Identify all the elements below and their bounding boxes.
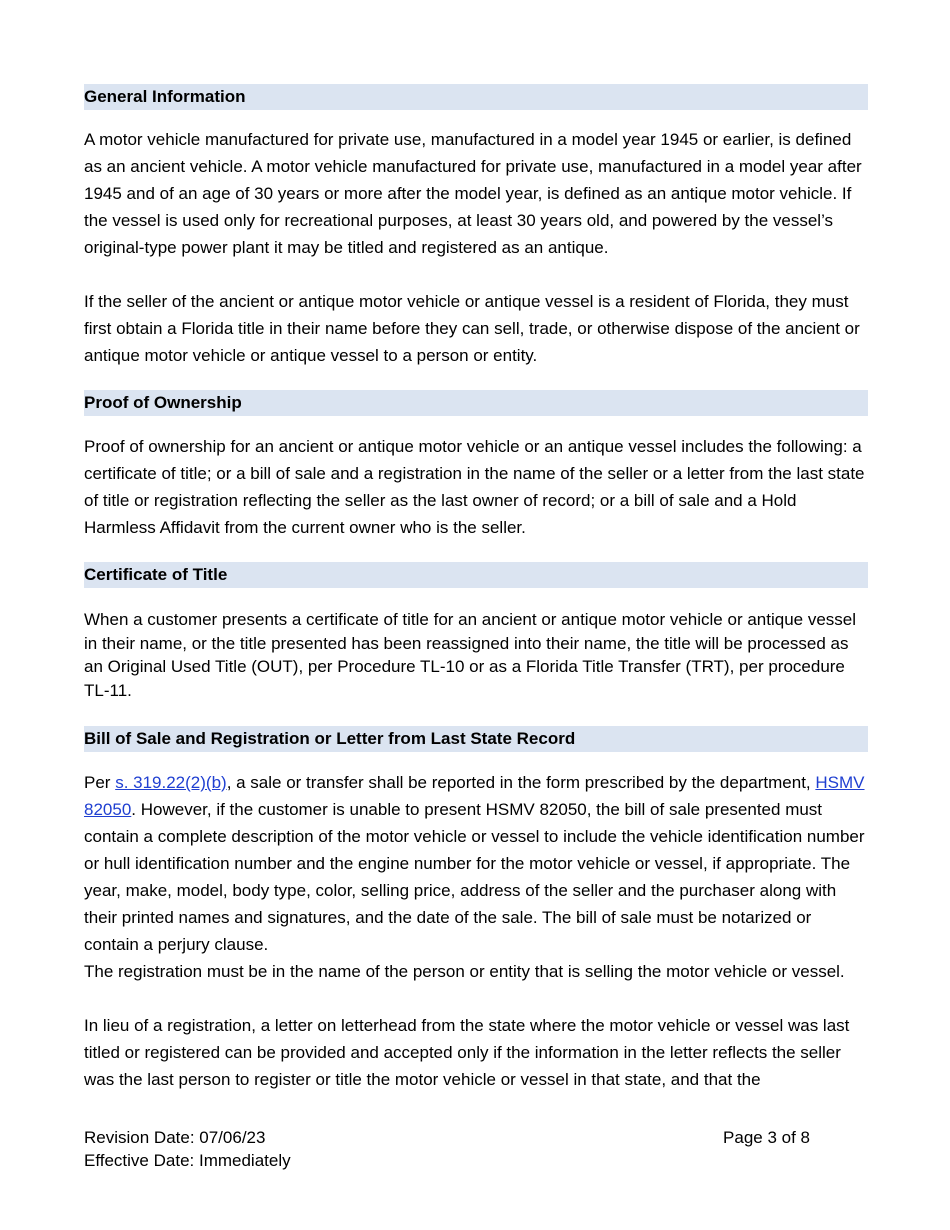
revision-date: Revision Date: 07/06/23: [84, 1128, 266, 1147]
bill-p1-prefix: Per: [84, 773, 116, 792]
bill-paragraph-3: In lieu of a registration, a letter on letterhead from the state where the motor vehicle or vessel was last titled or registered can be provided and accepted only if the information in the letter reflects the seller was the last person to register or title the motor vehicle or vessel in that state, and that the: [84, 1016, 850, 1089]
page-number: Page 3 of 8: [723, 1128, 810, 1147]
general-paragraph-2: If the seller of the ancient or antique motor vehicle or antique vessel is a resident of Florida, they must first obtain a Florida title in their name before they can sell, trade, or otherwise dispose of the ancient or antique motor vehicle or antique vessel to a person or entity.: [84, 292, 860, 365]
page-footer: [84, 1126, 810, 1172]
effective-date: Effective Date: Immediately: [84, 1151, 291, 1170]
section-heading-general: General Information: [84, 84, 868, 110]
statute-link[interactable]: s. 319.22(2)(b): [115, 773, 227, 792]
title-paragraph: When a customer presents a certificate of title for an ancient or antique motor vehicle or antique vessel in their name, or the title presented has been reassigned into their name, the title will be processed as an Original Used Title (OUT), per Procedure TL-10 or as a Florida Title Transfer (TRT), per procedure TL-11.: [84, 610, 857, 700]
ownership-paragraph: Proof of ownership for an ancient or antique motor vehicle or an antique vessel includes the following: a certificate of title; or a bill of sale and a registration in the name of the seller or a letter from the last state of title or registration reflecting the seller as the last owner of record; or a bill of sale and a Hold Harmless Affidavit from the current owner who is the seller.: [84, 437, 865, 537]
document-page: [84, 84, 868, 1093]
bill-paragraph-1: [84, 769, 868, 958]
section-heading-ownership: Proof of Ownership: [84, 390, 868, 416]
hsmv-form-link[interactable]: HSMV 82050: [84, 773, 865, 819]
general-paragraph-1: A motor vehicle manufactured for private use, manufactured in a model year 1945 or earlier, is defined as an ancient vehicle. A motor vehicle manufactured for private use, manufactured in a model year after 1945 and of an age of 30 years or more after the model year, is defined as an antique motor vehicle. If the vessel is used only for recreational purposes, at least 30 years old, and powered by the vessel’s original-type power plant it may be titled and registered as an antique.: [84, 130, 862, 257]
bill-p1-rest: . However, if the customer is unable to present HSMV 82050, the bill of sale presented must contain a complete description of the motor vehicle or vessel to include the vehicle identification number or hull identification number and the engine number for the motor vehicle or vessel, if appropriate. The year, make, model, body type, color, selling price, address of the seller and the purchaser along with their printed names and signatures, and the date of the sale. The bill of sale must be notarized or contain a perjury clause.: [84, 800, 865, 954]
section-heading-title: Certificate of Title: [84, 562, 868, 588]
bill-paragraph-2: The registration must be in the name of the person or entity that is selling the motor vehicle or vessel.: [84, 962, 845, 981]
section-heading-bill: Bill of Sale and Registration or Letter from Last State Record: [84, 726, 868, 752]
bill-p1-mid: , a sale or transfer shall be reported in the form prescribed by the department,: [226, 773, 816, 792]
